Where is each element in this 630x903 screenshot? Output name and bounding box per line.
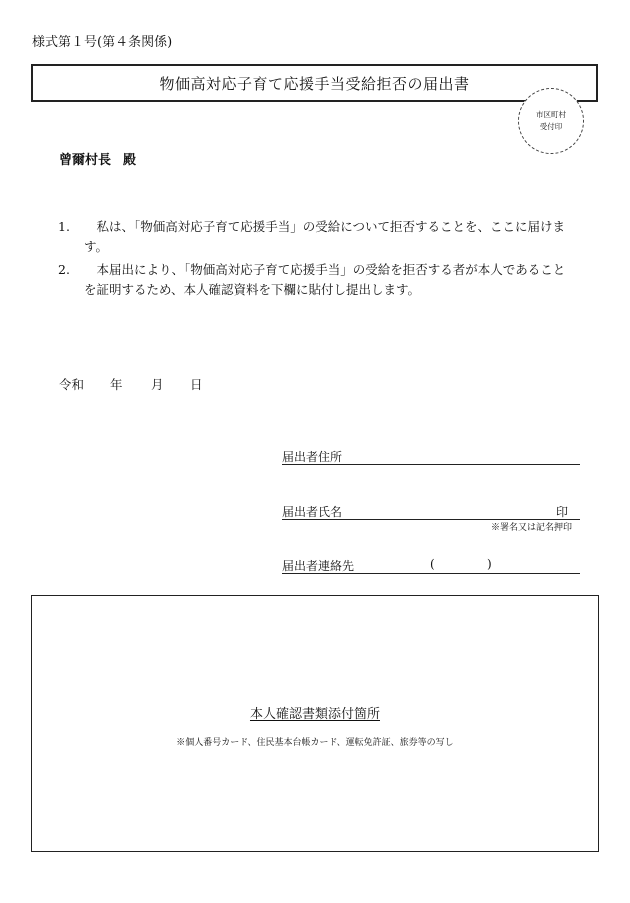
title-box bbox=[31, 64, 598, 102]
date-day-label[interactable]: 日 bbox=[190, 377, 203, 392]
id-section-title: 本人確認書類添付箇所 bbox=[249, 707, 380, 722]
declaration-clauses bbox=[58, 217, 573, 303]
clause-item bbox=[58, 217, 573, 257]
stamp-label-line2: 受付印 bbox=[539, 122, 563, 131]
addressee bbox=[59, 149, 136, 168]
contact-paren-close: ) bbox=[487, 557, 492, 571]
date-year-label[interactable]: 年 bbox=[110, 377, 123, 392]
clause-number: 2. bbox=[58, 262, 70, 277]
reception-stamp-area bbox=[518, 88, 584, 154]
id-section-note: ※個人番号カード、住民基本台帳カード、運転免許証、旅券等の写し bbox=[176, 738, 454, 748]
applicant-contact-label: 届出者連絡先 bbox=[282, 559, 355, 573]
date-era: 令和 bbox=[59, 377, 85, 392]
date-month-label[interactable]: 月 bbox=[151, 377, 164, 392]
seal-mark: 印 bbox=[555, 505, 568, 519]
signature-note: ※署名又は記名押印 bbox=[491, 523, 573, 533]
stamp-label-line1: 市区町村 bbox=[536, 110, 566, 119]
form-number: 様式第１号(第４条関係) bbox=[32, 35, 173, 50]
applicant-contact-field[interactable] bbox=[282, 557, 580, 574]
clause-number: 1. bbox=[58, 219, 70, 234]
date-line bbox=[59, 375, 203, 393]
contact-paren-open: ( bbox=[430, 557, 435, 571]
id-document-attachment-area[interactable] bbox=[31, 595, 599, 852]
id-section-title-wrap bbox=[32, 703, 598, 722]
applicant-address-field[interactable] bbox=[282, 448, 580, 465]
form-title: 物価高対応子育て応援手当受給拒否の届出書 bbox=[159, 74, 470, 93]
clause-item bbox=[58, 260, 573, 300]
clause-text: 本届出により、「物価高対応子育て応援手当」の受給を拒否する者が本人であることを証明するため、本人確認資料を下欄に貼付し提出します。 bbox=[84, 262, 566, 297]
applicant-address-label: 届出者住所 bbox=[282, 450, 343, 464]
applicant-name-field[interactable] bbox=[282, 503, 580, 520]
addressee-honorific: 殿 bbox=[123, 153, 137, 168]
applicant-name-label: 届出者氏名 bbox=[282, 505, 343, 519]
addressee-name: 曾爾村長 bbox=[59, 153, 112, 168]
clause-text: 私は、「物価高対応子育て応援手当」の受給について拒否することを、ここに届けます。 bbox=[84, 219, 566, 254]
